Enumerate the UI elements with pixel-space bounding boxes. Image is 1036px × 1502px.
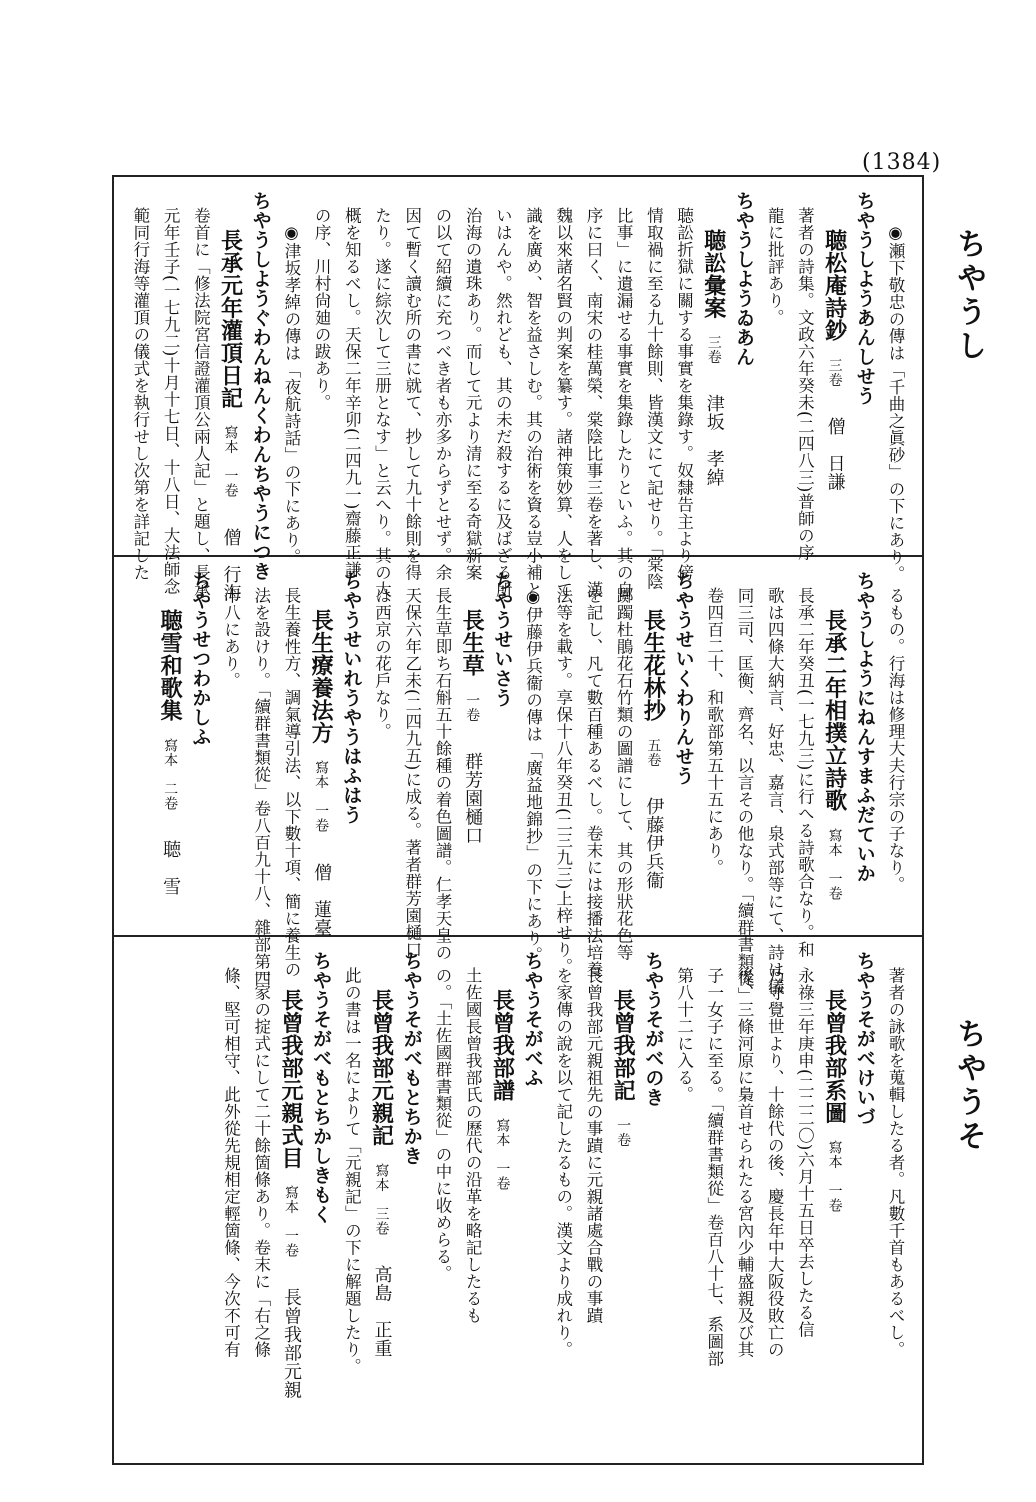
entry-text-line: るもの。行海は修理大夫行宗の子なり。 [886,587,905,893]
entry-text-line: 後、三條河原に梟首せられたる宮內少輔盛親及び其 [734,967,754,1358]
entry-title-column [306,571,336,937]
entry-reading-heading: ちやうそがべふ [521,951,544,1088]
entry-title: 聴松庵詩鈔 [821,229,848,342]
entry-text-line: 因て暫く讀む所の書に就て、抄して九十餘則を得 [402,207,422,581]
entry-volume-info: 三卷 [826,357,843,387]
entry-reading-heading: ちやうせいくわりんせう [672,571,695,786]
entry-title-column [366,951,396,1453]
entry-text-line: 永祿三年庚申(二二二〇)六月十五日卒去したる信 [795,967,815,1338]
entry-text-line: 法を設けり。「續群書類從」卷八百九十八、雜部第四 [251,587,271,987]
entry-reading-heading: ちやうそがべもとちかしきもく [310,951,333,1224]
entry-text-line: 第八十二に入る。 [674,967,694,1103]
entry-volume-info: 寫本 一卷 [222,425,239,498]
entry-title-column [487,951,517,1453]
entry-text-line: の序、川村尙廸の跋あり。 [312,207,332,411]
entry-text-line: 序に曰く、南宋の桂萬榮、棠陰比事三卷を著し、漢 [583,207,603,598]
entry-text-line: 元年壬子(一七九二)十月十七日、十八日、大法師念 [161,207,181,595]
entry-title: 長曾我部元親記 [368,989,395,1147]
entry-title: 長承二年相撲立詩歌 [821,609,848,812]
lower-tier [114,937,922,1463]
entry-text-line: 此の書は一名によりて「元親記」の下に解題したり。 [342,967,362,1375]
entry-title: 聴雪和歌集 [157,609,184,722]
entry-reading-heading: ちやうしようゐあん [732,191,755,367]
entry-volume-info: 一卷 [615,1117,632,1147]
entry-text-line: 比事」に遺漏せる事實を集錄したりといふ。其の自 [614,207,634,598]
entry-text-line: たり。遂に綜次して三册となす」と云へり。其の大 [372,207,392,598]
entry-author: 聴 雪 [160,840,182,896]
entry-text-line: を記し、凡て數百種あるべし。卷末には接播法培養 [583,587,603,978]
entry-text-line: の。「土佐國群書類從」の中に收めらる。 [432,967,452,1282]
entry-author: 僧 日謙 [824,416,846,491]
entry-text-line: 情取禍に至る九十餘則、皆漢文にて記せり。「棠陰 [644,207,664,590]
entry-title: 長曾我部系圖 [821,989,848,1124]
entry-title-column [819,951,849,1453]
entry-text-line: は西京の花戶なり。 [372,587,392,740]
entry-reading-heading: ちやうしようあんしせう [853,191,876,406]
entry-text-line: 龍に批評あり。 [765,207,785,326]
entry-text-line: 條、堅可相守、此外從先規相定輕箇條、今次不可有 [221,967,241,1358]
entry-text-line: 土佐國長曾我部氏の歷代の沿革を略記したるも [463,967,483,1324]
entry-text-line: 法等を載す。享保十八年癸丑(二三九三)上梓せり。 [553,587,573,975]
entry-text-line: 卷四百二十、和歌部第五十五にあり。 [704,587,724,876]
entry-text-line: 治海の遺珠あり。而して元より清に至る奇獄新案 [463,207,483,581]
entry-title-column [276,951,306,1453]
entry-volume-info: 寫本 二卷 [162,737,179,810]
entry-title-column [699,191,729,545]
entry-title: 長生草 [459,609,486,677]
entry-title: 長曾我部譜 [489,989,516,1102]
entry-reading-heading: ちやうそがべもとちかき [400,951,423,1166]
entry-author: 津坂 孝綽 [703,394,725,487]
entry-title-column [215,191,245,602]
entry-text-line: 長曾我部元親祖先の事蹟に元親諸處合戰の事蹟 [583,967,603,1324]
upper-tier [114,177,922,602]
running-head-top: ちやうし [951,228,986,364]
entry-title-column [155,571,185,925]
entry-volume-info: 寫本 一卷 [282,1185,299,1258]
entry-volume-info: 三卷 [705,335,722,364]
entry-title-column [608,951,638,1453]
entry-volume-info: 寫本 一卷 [826,1140,843,1213]
entry-title-column [819,571,849,925]
entry-text-line: 長承二年癸丑(一七九三)に行へる詩歌合なり。和 [795,587,815,958]
entry-author: 僧 蓮臺 [311,862,333,937]
entry-title: 長曾我部記 [610,989,637,1102]
entry-reading-heading: ちやうそがべのき [642,951,665,1107]
entry-author: 高島 正重 [371,1265,393,1358]
entry-reading-heading: ちやうしようにねんすまふだていか [853,571,876,883]
entry-text-line: 長生養性方、調氣導引法、以下數十項、簡に養生の [281,587,301,978]
entry-author: 僧 行海 [220,527,242,602]
entry-text-line: 子一女子に至る。「續群書類從」卷百八十七、系圖部 [704,967,724,1367]
entry-text-line: 概を知るべし。天保二年辛卯(二四九一)齋藤正謙 [342,207,362,578]
entry-text-line: 一家の掟式にして二十餘箇條あり。卷末に「右之條 [251,967,271,1358]
entry-text-line: ◉瀬下敬忠の傳は「千曲之眞砂」の下にあり。 [886,223,905,583]
entry-text-line: 同三司、匡衡、齊名、以言その他なり。「續群書類從」 [734,587,754,1004]
entry-text-line: 天保六年乙未(二四九五)に成る。著者群芳園樋口 [402,587,422,958]
entry-volume-info: 一卷 [464,692,481,722]
entry-text-line: ◉伊藤伊兵衞の傳は「廣益地錦抄」の下にあり。 [523,587,543,964]
entry-volume-info: 寫本 一卷 [494,1117,511,1190]
entry-text-line: の以て紹續に充つべき者も亦多からずとせず。余 [432,207,452,581]
entry-text-line: いはんや。然れども、其の未だ殺するに及ばざる所 [493,207,513,598]
entry-title-column [457,571,487,925]
entry-text-line: 範同行海等灌頂の儀式を執行せし次第を詳記した [130,207,150,581]
entry-reading-heading: ちやうせつわかしふ [189,571,212,747]
entry-text-line: を家傳の說を以て記したるもの。漢文より成れり。 [553,967,573,1358]
entry-title: 長承元年灌頂日記 [217,229,244,409]
middle-tier [114,557,922,1004]
entry-volume-info: 五卷 [645,737,662,767]
entry-text-line: 歌は四條大納言、好忠、嘉言、泉式部等にて、詩は儀 [765,587,785,995]
entry-text-line: 著者の詠歌を蒐輯したる者。凡數千首もあるべし。 [886,967,905,1358]
page-number: (1384) [862,150,942,175]
entry-author: 伊藤伊兵衞 [643,796,665,889]
entry-title-column [819,191,849,545]
entry-volume-info: 寫本 一卷 [826,827,843,900]
page-frame [112,175,924,1465]
entry-title-column [638,571,668,925]
entry-volume-info: 寫本 一卷 [313,760,330,833]
entry-text-line: 躑躅杜鵑花石竹類の圖譜にして、其の形狀花色等 [614,587,634,961]
entry-text-line: 卷首に「修法院宮信證灌頂公兩人記」と題し、長承 [191,207,211,598]
entry-text-line: 魏以來諸名賢の判案を纂す。諸神策妙算、人をして [553,207,573,598]
entry-text-line: 乃守覺世より、十餘代の後、慶長年中大阪役敗亡の [765,967,785,1358]
entry-author: 群芳園樋口 [462,751,484,844]
entry-author: 長曾我部元親 [280,1287,302,1399]
entry-reading-heading: ちやうしようぐわんねんくわんちやうにつき [249,191,272,581]
entry-title: 長生花林抄 [640,609,667,722]
entry-text-line: 聴訟折獄に關する事實を集錄す。奴隸告主より傍 [674,207,694,581]
entry-volume-info: 寫本 三卷 [373,1162,390,1235]
entry-title: 長曾我部元親式目 [277,989,304,1169]
entry-title: 聴訟彙案 [700,229,727,319]
running-head-bottom: ちやうそ [951,1018,986,1154]
entry-text-line: 識を廣め、智を益さしむ。其の治術を資る豈小補と [523,207,543,598]
entry-reading-heading: ちやうせいれうやうはふはう [340,571,363,825]
entry-text-line: 長生草即ち石斛五十餘種の着色圖譜。仁孝天皇の [432,587,452,961]
entry-text-line: 著者の詩集。文政六年癸未(二四八三)普師の序 [795,207,815,561]
entry-reading-heading: ちやうせいさう [491,571,514,708]
entry-text-line: ◉津坂孝綽の傳は「夜航詩話」の下にあり。 [281,223,301,566]
entry-text-line: 十八にあり。 [221,587,241,689]
entry-title: 長生療養法方 [308,609,335,744]
entry-reading-heading: ちやうそがべけいづ [853,951,876,1127]
